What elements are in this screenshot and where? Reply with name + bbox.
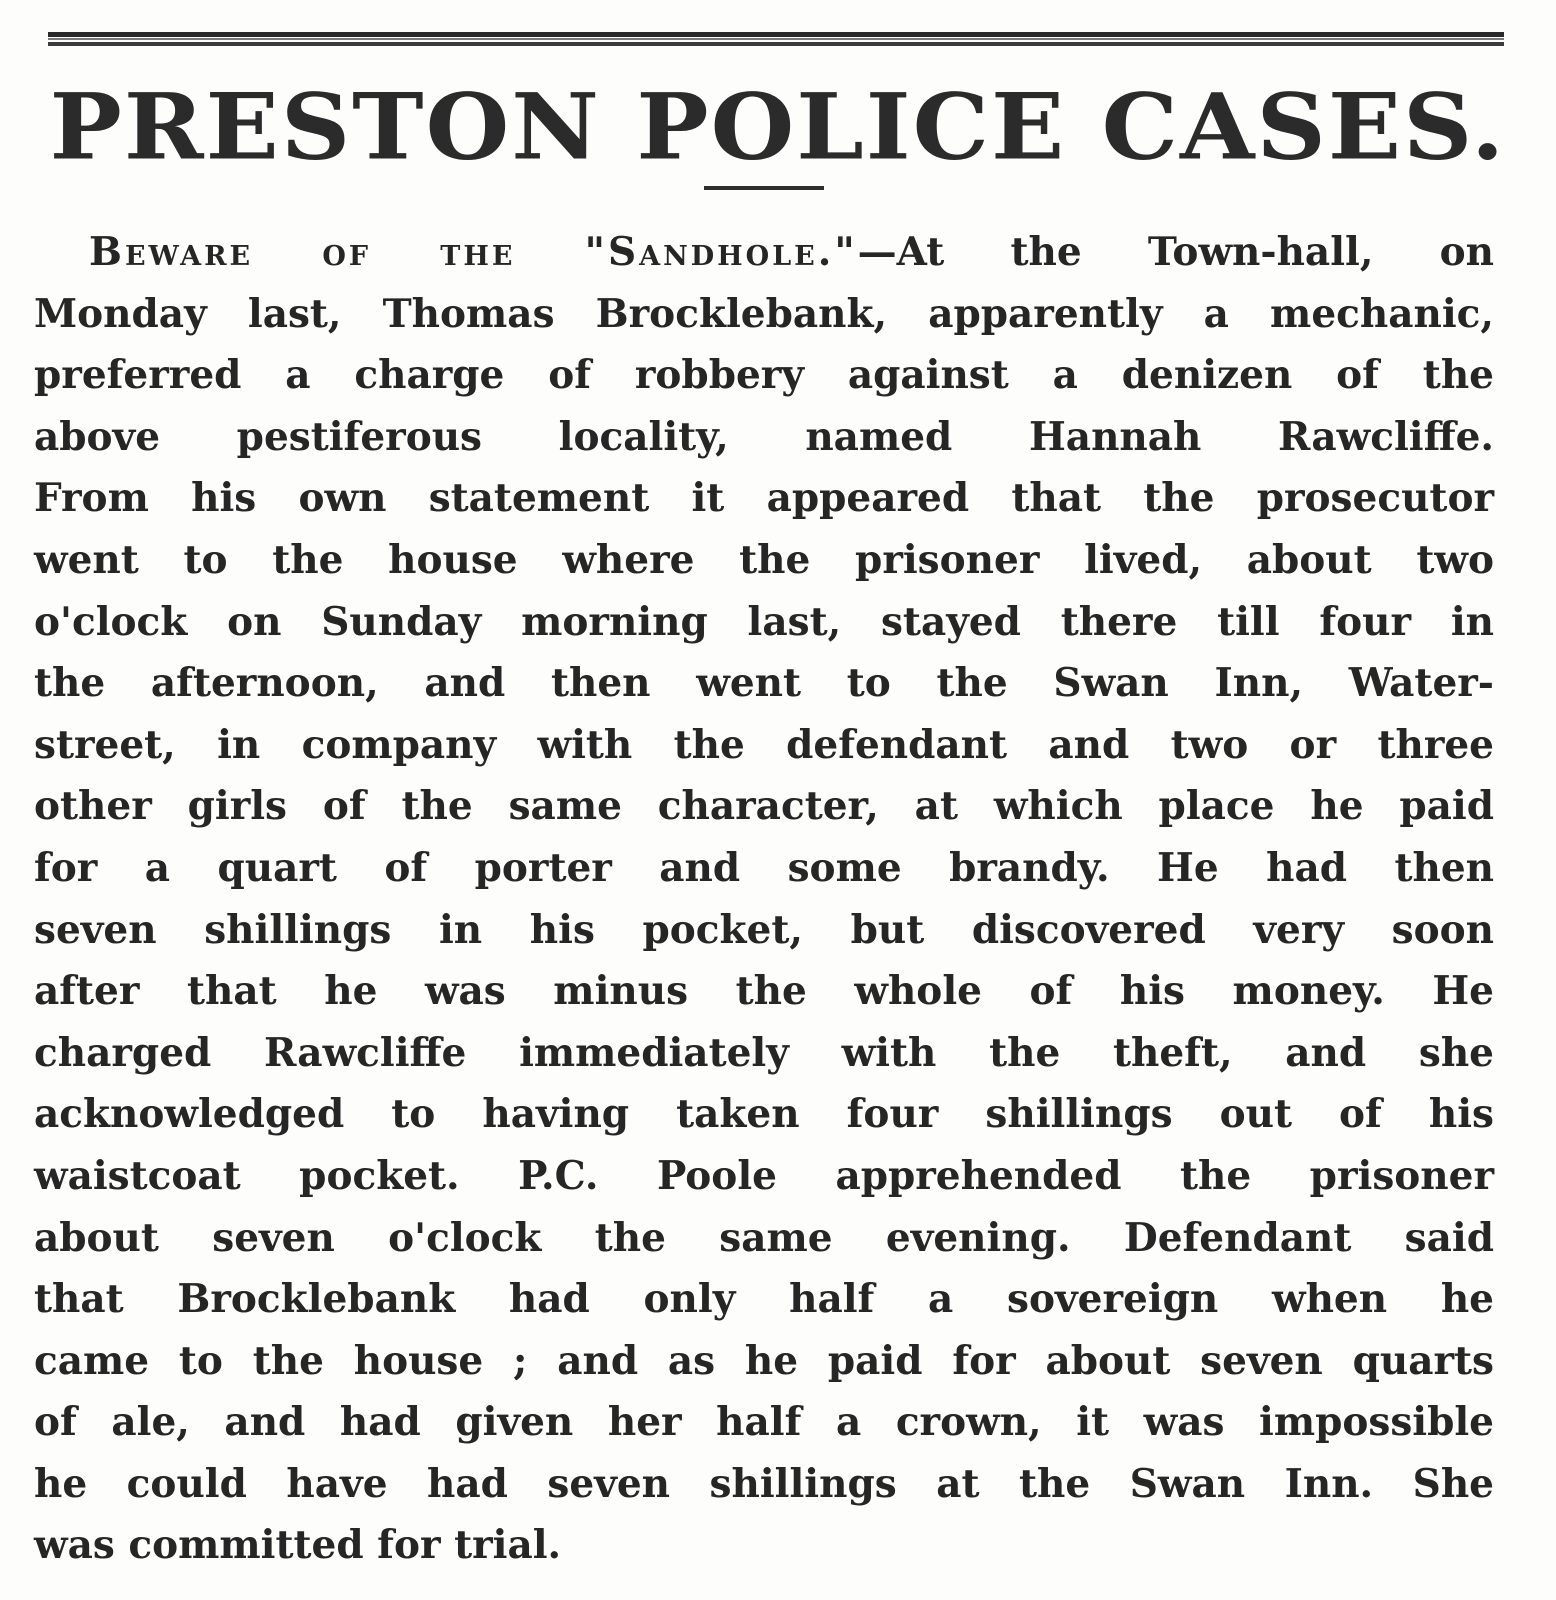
- article-line: after that he was minus the whole of his money. He: [34, 968, 1494, 1015]
- article-line: about seven o'clock the same evening. Defendant said: [34, 1214, 1494, 1261]
- headline: PRESTON POLICE CASES.: [49, 72, 1507, 181]
- article-line: the afternoon, and then went to the Swan Inn, Water-: [34, 660, 1494, 707]
- article-line: above pestiferous locality, named Hannah Rawcliffe.: [34, 413, 1494, 460]
- article-line: waistcoat pocket. P.C. Poole apprehended the prisoner: [34, 1152, 1494, 1199]
- lead-heading: Beware of the "Sandhole.": [89, 229, 858, 275]
- article-line: charged Rawcliffe immediately with the theft, and she: [34, 1029, 1494, 1076]
- article-line: o'clock on Sunday morning last, stayed there till four in: [34, 598, 1494, 645]
- article-line: [34, 222, 1494, 284]
- article-line-text: —At the Town-hall, on: [857, 229, 1494, 275]
- article-line: of ale, and had given her half a crown, it was impossible: [34, 1399, 1494, 1446]
- article-line: was committed for trial.: [34, 1522, 562, 1569]
- article-line: came to the house ; and as he paid for about seven quarts: [34, 1337, 1494, 1384]
- article-line: went to the house where the prisoner lived, about two: [34, 536, 1494, 583]
- article-line: street, in company with the defendant and two or three: [34, 721, 1494, 768]
- article-line: acknowledged to having taken four shillings out of his: [34, 1091, 1494, 1138]
- headline-divider: [704, 186, 824, 190]
- article-line: he could have had seven shillings at the Swan Inn. She: [34, 1460, 1494, 1507]
- article-line: for a quart of porter and some brandy. He had then: [34, 844, 1494, 891]
- article-line: that Brocklebank had only half a sovereign when he: [34, 1276, 1494, 1323]
- article-line: preferred a charge of robbery against a denizen of the: [34, 352, 1494, 399]
- article-body: [34, 222, 1494, 1577]
- article-line: From his own statement it appeared that the prosecutor: [34, 475, 1494, 522]
- article-line: Monday last, Thomas Brocklebank, apparently a mechanic,: [34, 290, 1494, 337]
- article-line: seven shillings in his pocket, but discovered very soon: [34, 906, 1494, 953]
- top-double-rule: [48, 32, 1504, 46]
- article-line: other girls of the same character, at which place he paid: [34, 783, 1494, 830]
